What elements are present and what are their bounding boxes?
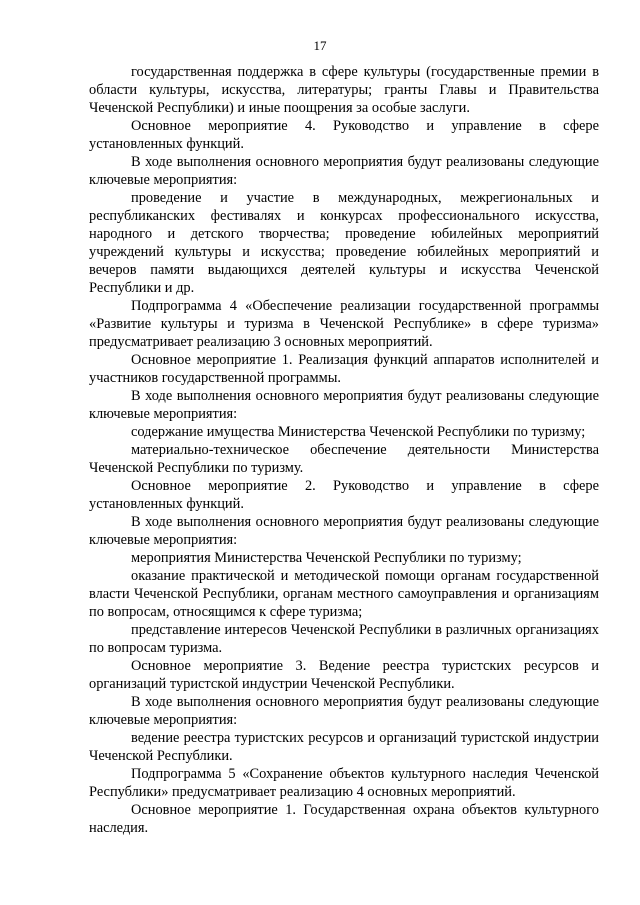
paragraph-main-activity-1: Основное мероприятие 1. Реализация функций аппаратов исполнителей и участников государственной программы. (89, 352, 599, 386)
paragraph-main-activity-4: Основное мероприятие 4. Руководство и управление в сфере установленных функций. (89, 118, 599, 152)
paragraph-assistance: оказание практической и методической помощи органам государственной власти Чеченской Республики, органам местного самоуправления и организациям по вопросам, относящимся к сфере туризма; (89, 568, 599, 620)
paragraph-key-activities-intro: В ходе выполнения основного мероприятия будут реализованы следующие ключевые мероприятия: (89, 694, 599, 728)
paragraph-logistics: материально-техническое обеспечение деятельности Министерства Чеченской Республики по туризму. (89, 442, 599, 476)
paragraph-main-activity-2: Основное мероприятие 2. Руководство и управление в сфере установленных функций. (89, 478, 599, 512)
paragraph-main-activity-3: Основное мероприятие 3. Ведение реестра туристских ресурсов и организаций туристской индустрии Чеченской Республики. (89, 658, 599, 692)
paragraph-property-maintenance: содержание имущества Министерства Чеченской Республики по туризму; (131, 424, 586, 440)
paragraph-state-support: государственная поддержка в сфере культуры (государственные премии в области культуры, искусства, литературы; гранты Главы и Правительства Чеченской Республики) и иные поощрения за особые заслуги. (89, 64, 599, 116)
paragraph-subprogram-4: Подпрограмма 4 «Обеспечение реализации государственной программы «Развитие культуры и туризма в Чеченской Республике» в сфере туризма» предусматривает реализацию 3 основных мероприятий. (89, 298, 599, 350)
paragraph-key-activities-intro: В ходе выполнения основного мероприятия будут реализованы следующие ключевые мероприятия: (89, 514, 599, 548)
paragraph-festivals: проведение и участие в международных, межрегиональных и республиканских фестивалях и конкурсах профессионального искусства, народного и детского творчества; проведение юбилейных мероприятий учреждений культуры и искусства; проведение юбилейных мероприятий и вечеров памяти выдающихся деятелей культуры и искусства Чеченской Республики и др. (89, 190, 599, 296)
paragraph-key-activities-intro: В ходе выполнения основного мероприятия будут реализованы следующие ключевые мероприятия: (89, 388, 599, 422)
paragraph-registry: ведение реестра туристских ресурсов и организаций туристской индустрии Чеченской Республики. (89, 730, 599, 764)
document-body (89, 63, 599, 837)
paragraph-ministry-activities: мероприятия Министерства Чеченской Республики по туризму; (131, 550, 522, 566)
page-number: 17 (313, 38, 327, 53)
paragraph-representation: представление интересов Чеченской Республики в различных организациях по вопросам туризма. (89, 622, 599, 656)
paragraph-subprogram-5: Подпрограмма 5 «Сохранение объектов культурного наследия Чеченской Республики» предусматривает реализацию 4 основных мероприятий. (89, 766, 599, 800)
paragraph-key-activities-intro: В ходе выполнения основного мероприятия будут реализованы следующие ключевые мероприятия: (89, 154, 599, 188)
paragraph-heritage-protection: Основное мероприятие 1. Государственная охрана объектов культурного наследия. (89, 802, 599, 836)
